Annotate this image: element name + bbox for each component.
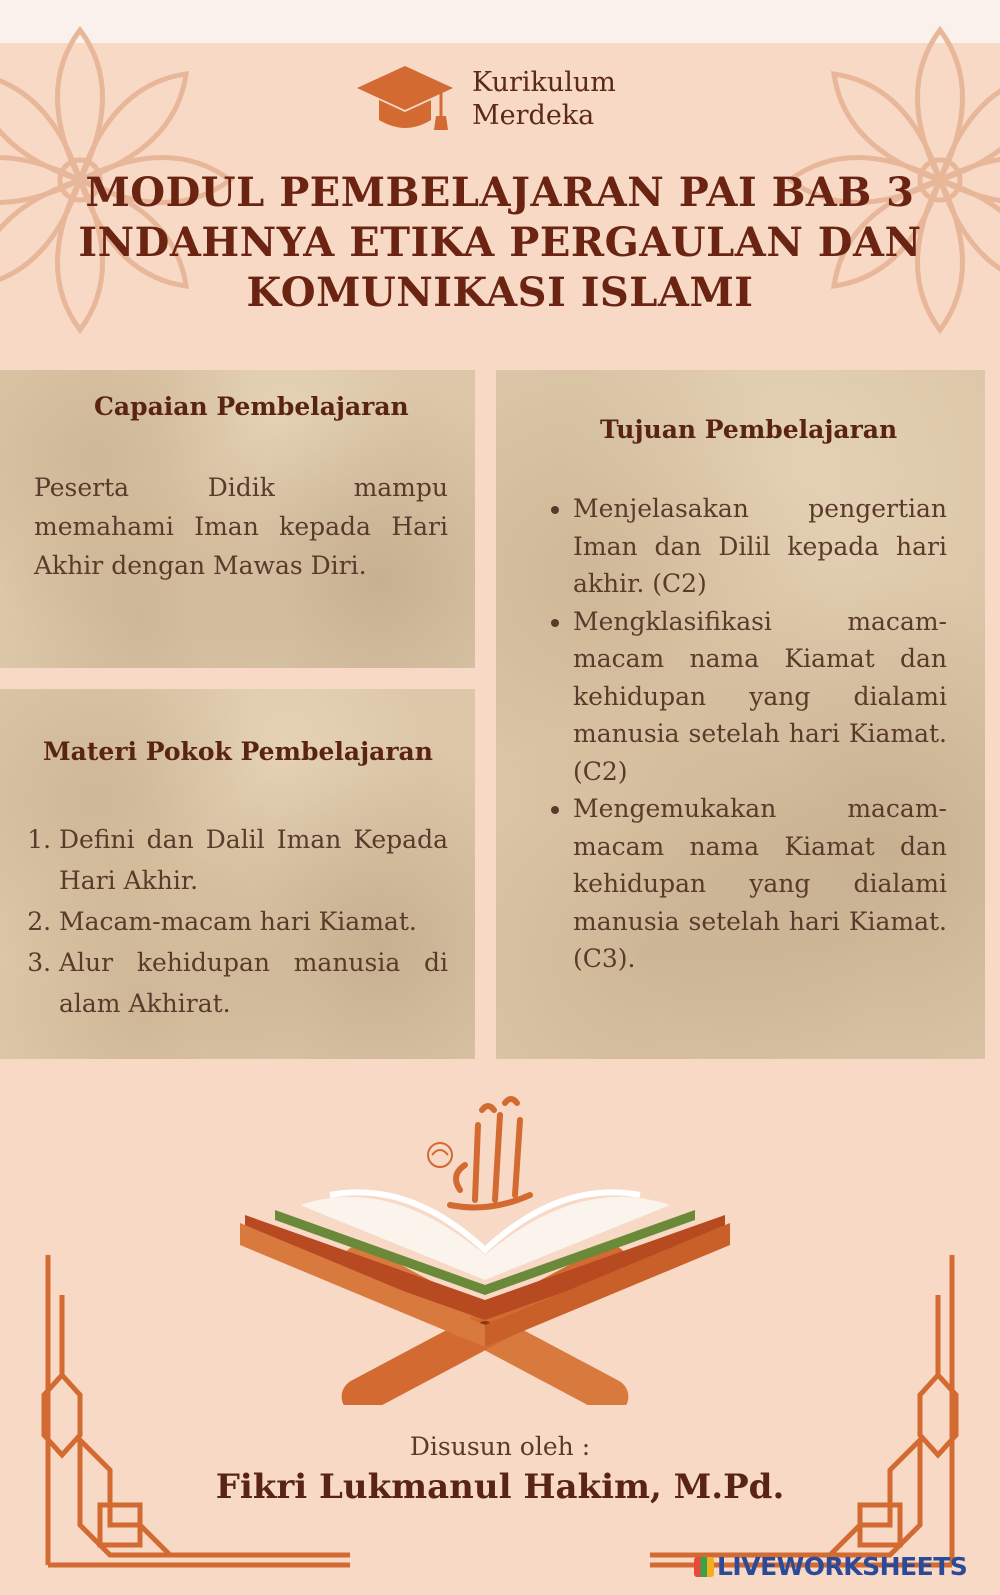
materi-item: 1. Defini dan Dalil Iman Kepada Hari Akhir. <box>59 819 448 901</box>
page-title <box>40 168 960 318</box>
capaian-card <box>0 370 475 668</box>
curriculum-label <box>472 66 616 132</box>
liveworksheets-watermark <box>694 1552 967 1581</box>
tujuan-item: • Mengemukakan macam-macam nama Kiamat dan kehidupan yang dialami manusia setelah hari Kiamat. (C3). <box>573 790 947 978</box>
title-line3: KOMUNIKASI ISLAMI <box>246 269 754 316</box>
author-name: Fikri Lukmanul Hakim, M.Pd. <box>215 1467 785 1507</box>
tujuan-card <box>496 370 985 1059</box>
tujuan-item: • Menjelasakan pengertian Iman dan Dilil kepada hari akhir. (C2) <box>573 490 947 603</box>
materi-list <box>34 819 448 1024</box>
capaian-heading: Capaian Pembelajaran <box>94 392 409 421</box>
materi-heading: Materi Pokok Pembelajaran <box>43 737 433 766</box>
prepared-by-label: Disusun oleh : <box>409 1432 591 1461</box>
graduation-cap-icon <box>355 64 455 134</box>
tujuan-list <box>546 490 947 978</box>
border-ornament-right-icon <box>640 1255 960 1575</box>
watermark-text: LIVEWORKSHEETS <box>717 1552 968 1581</box>
title-line1: MODUL PEMBELAJARAN PAI BAB 3 <box>85 169 915 216</box>
title-line2: INDAHNYA ETIKA PERGAULAN DAN <box>78 219 922 266</box>
liveworksheets-logo-icon <box>694 1557 714 1577</box>
curriculum-line2: Merdeka <box>472 100 595 131</box>
border-ornament-left-icon <box>40 1255 360 1575</box>
materi-item: 3. Alur kehidupan manusia di alam Akhirat. <box>59 942 448 1024</box>
curriculum-line1: Kurikulum <box>472 67 616 98</box>
tujuan-heading: Tujuan Pembelajaran <box>600 415 898 444</box>
tujuan-item: • Mengklasifikasi macam-macam nama Kiamat dan kehidupan yang dialami manusia setelah hari Kiamat. (C2) <box>573 603 947 791</box>
materi-item: 2. Macam-macam hari Kiamat. <box>59 901 448 942</box>
capaian-text: Peserta Didik mampu memahami Iman kepada Hari Akhir dengan Mawas Diri. <box>34 473 448 580</box>
materi-card <box>0 689 475 1059</box>
